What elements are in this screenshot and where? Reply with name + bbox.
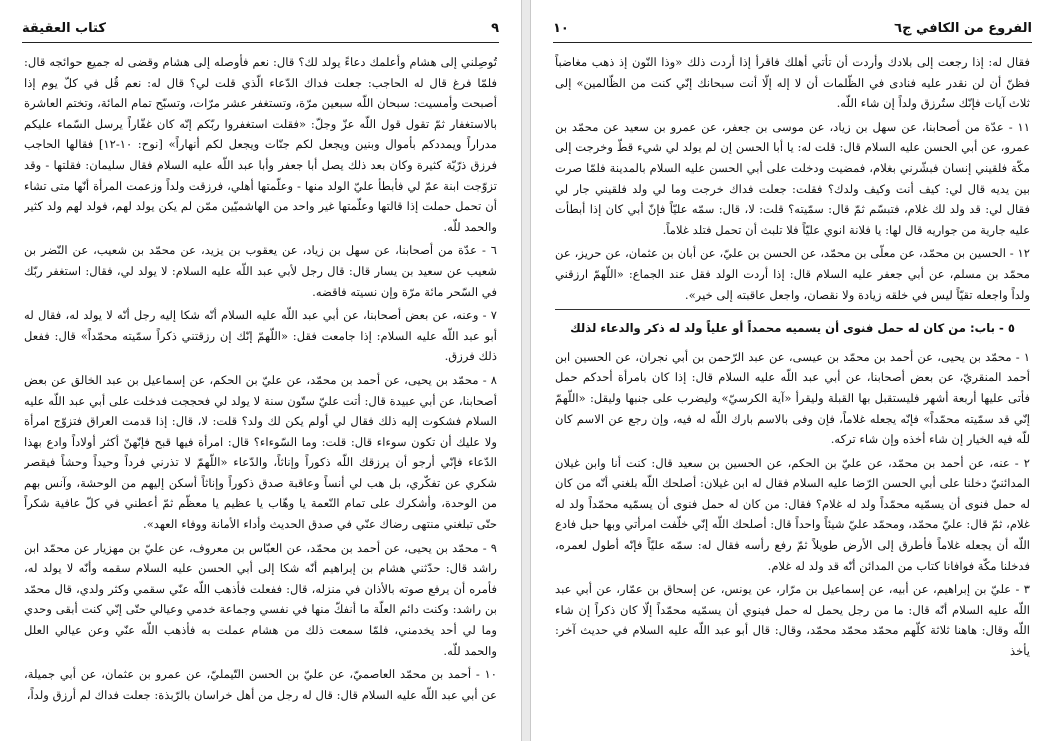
right-page	[530, 0, 1054, 741]
right-page-number: ١٠	[553, 20, 569, 36]
left-page-number: ٩	[491, 20, 499, 36]
paragraph: ١٢ - الحسين بن محمّد، عن معلّى بن محمّد، عن الحسن بن عليّ، عن أبان بن عثمان، عن حريز، عن محمّد بن مسلم، عن أبي جعفر عليه السلام قال: إذا أردت الولد فقل عند الجماع: «اللّهمّ ارزقني ولداً واجعله تقيّاً ليس في خلقه زيادة ولا نقصان، واجعل عاقبته إلى خير».	[555, 243, 1030, 310]
paragraph: ١ - محمّد بن يحيى، عن أحمد بن محمّد بن عيسى، عن عبد الرّحمن بن أبي نجران، عن الحسين ابن أحمد المنقريّ، عن بعض أصحابنا، عن أبي عبد اللّه عليه السلام قال: إذا كان بامرأة أحدكم حمل فأتى عليها أربعة أشهر فليستقبل بها القبلة وليقرأ «آية الكرسيّ» وليضرب على جنبها وليقل: «اللّهمّ إنّي قد سمّيته محمّداً» فإنّه يجعله غلاماً، فإن وفى بالاسم بارك اللّه له فيه، وإن رجع عن الاسم كان للّه فيه الخيار إن شاء أخذه وإن شاء تركه.	[555, 349, 1030, 447]
left-page-header	[22, 16, 499, 40]
paragraph: ٩ - محمّد بن يحيى، عن أحمد بن محمّد، عن العبّاس بن معروف، عن عليّ بن مهزيار عن محمّد ابن راشد قال: حدّثني هشام بن إبراهيم أنّه شكا إلى أبي الحسن عليه السلام سقمه وأنّه لا يولد له، فأمره أن يرفع صوته بالأذان في منزله، قال: ففعلت فأذهب اللّه عنّي سقمي وكثر ولدي، قال محمّد بن راشد: وكنت دائم العلّة ما أنفكّ منها في نفسي وجماعة خدمي وعيالي حتّى إنّي كنت أبقى وحدي وما لي أحد يخدمني، فلمّا سمعت ذلك من هشام عملت به فأذهب اللّه عنّي وعن عيالي العلل والحمد للّه.	[24, 540, 497, 658]
paragraph: ١١ - عدّة من أصحابنا، عن سهل بن زياد، عن موسى بن جعفر، عن عمرو بن سعيد عن محمّد بن عمرو، عن أبي الحسن عليه السلام قال: قلت له: يا أبا الحسن إن لم يولد لي شيء قطّ وخرجت إلى مكّة فلقيني إنسان فبشّرني بغلام، فمضيت ودخلت على أبي الحسن عليه السلام بالمدينة فلمّا صرت بين يديه قال لي: كيف أنت وكيف ولدك؟ فقلت: جعلت فداك خرجت وما لي ولد فلقيني جار لي فقال لي: قد ولد لك غلام، فتبسّم ثمّ قال: سمّيته؟ قلت: لا، قال: سمّه عليّاً فإنّ أبي كان إذا أبطأت عليه جارية من جواريه قال لها: يا فلانة انوي عليّاً فلا تلبث أن تحمل فتلد غلاماً.	[555, 119, 1030, 237]
right-page-body	[555, 52, 1030, 735]
paragraph: فقال له: إذا رجعت إلى بلادك وأردت أن تأتي أهلك فاقرأ إذا أردت ذلك «وذا النّون إذ ذهب مغاضباً فظنّ أن لن نقدر عليه فنادى في الظّلمات أن لا إله إلّا أنت سبحانك إنّي كنت من الظّالمين» إلى ثلاث آيات فإنّك ستُرزق ولداً إن شاء اللّه.	[555, 55, 1030, 111]
paragraph: تُوصِلني إلى هشام وأعلمك دعاءً يولد لك؟ قال: نعم فأوصله إلى هشام وقضى له جميع حوائجه قال: فلمّا فرغ قال له الحاجب: جعلت فداك الدّعاء الّذي قلت لي؟ قال له: نعم قُل في كلّ يوم إذا أصبحت وأمسيت: سبحان اللّه سبعين مرّة، وتستغفر عشر مرّات، وتسبّح تمام المائة، وتختم العاشرة بالاستغفار ثمّ تقول قول اللّه عزّ وجلّ: «فقلت استغفروا ربّكم إنّه كان غفّاراً يرسل السّماء عليكم مدراراً ويمددكم بأموال وبنين ويجعل لكم جنّات ويجعل لكم أنهاراً» [نوح: ١٠-١٢] فقالها الحاجب فرزق ذرّيّة كثيرة وكان بعد ذلك يصل أبا جعفر وأبا عبد اللّه عليه السلام فقال سليمان: فقلتها - وقد تزوّجت ابنة عمّ لي فأبطأ عليّ الولد منها - وعلّمتها أهلي، فرزقت ولداً وزعمت المرأة أنّها متى تشاء أن تحمل حملت إذا قالتها وعلّمتها غير واحد من الهاشميّين ممّن لم يكن يولد لهم، فولد لهم ولد كثير والحمد للّه.	[24, 55, 497, 234]
right-header-rule	[553, 42, 1032, 43]
paragraph: ٧ - وعنه، عن بعض أصحابنا، عن أبي عبد اللّه عليه السلام أنّه شكا إليه رجل أنّه لا يولد له، فقال له أبو عبد اللّه عليه السلام: إذا جامعت فقل: «اللّهمّ إنّك إن رزقتني ذكراً سمّيته محمّداً» قال: ففعل ذلك فرزق.	[24, 308, 497, 364]
right-running-title: الفروع من الكافي ج٦	[894, 20, 1032, 36]
left-running-title: كتاب العقيقة	[22, 20, 106, 36]
paragraph: ٨ - محمّد بن يحيى، عن أحمد بن محمّد، عن عليّ بن الحكم، عن إسماعيل بن عبد الخالق عن بعض أصحابنا، عن أبي عبيدة قال: أتت عليّ ستّون سنة لا يولد لي فحججت فدخلت على أبي عبد اللّه عليه السلام فشكوت إليه ذلك فقال لي أولم يكن لك ولد؟ قلت: لا، قال: إذا قدمت العراق فتزوّج امرأة ولا عليك أن تكون سوءاء قال: قلت: وما السّوءاء؟ قال: امرأة فيها قبح فإنّهنّ أكثر أولاداً وادع بهذا الدّعاء فإنّي أرجو أن يرزقك اللّه ذكوراً وإناثاً، والدّعاء «اللّهمّ لا تذرني فرداً وحيداً وحشاً فيقصر شكري عن تفكّري، بل هب لي أنساً وعاقبة صدق ذكوراً وإناثاً أسكن إليهم من الوحشة، وآنس بهم من الوحدة، وأشكرك على تمام النّعمة يا وهّاب يا عظيم يا معظّم ثمّ أعطني في كلّ عافية شكراً حتّى تبلغني منتهى رضاك عنّي في صدق الحديث وأداء الأمانة ووفاء العهد».	[24, 372, 497, 532]
paragraph: ١٠ - أحمد بن محمّد العاصميّ، عن عليّ بن الحسن التّيمليّ، عن عمرو بن عثمان، عن أبي جميلة، عن أبي عبد اللّه عليه السلام قال: قال له رجل من أهل خراسان بالرّبذة: جعلت فداك لم أرزق ولداً،	[24, 667, 497, 702]
chapter-heading: ٥ - باب: من كان له حمل فنوى أن يسميه محمداً أو علياً ولد له ذكر والدعاء لذلك	[570, 321, 1015, 336]
paragraph: ٦ - عدّة من أصحابنا، عن سهل بن زياد، عن يعقوب بن يزيد، عن محمّد بن شعيب، عن النّضر بن شعيب عن سعيد بن يسار قال: قال رجل لأبي عبد اللّه عليه السلام: لا يولد لي، فقال: استغفر ربّك في السّحر مائة مرّة وإن نسيته فاقضه.	[24, 243, 497, 299]
paragraph: ٣ - عليّ بن إبراهيم، عن أبيه، عن إسماعيل بن مرّار، عن يونس، عن إسحاق بن عمّار، عن أبي عبد اللّه عليه السلام أنّه قال: ما من رجل يحمل له حمل فينوي أن يسمّيه محمّداً إلّا كان ذكراً إن شاء اللّه وقال: هاهنا ثلاثة كلّهم محمّد محمّد محمّد، وقال: قال أبو عبد اللّه عليه السلام في حديث آخر: يأخذ	[555, 582, 1030, 659]
paragraph: ٢ - عنه، عن أحمد بن محمّد، عن عليّ بن الحكم، عن الحسين بن سعيد قال: كنت أنا وابن غيلان المدائنيّ دخلنا على أبي الحسن الرّضا عليه السلام فقال له ابن غيلان: أصلحك اللّه بلغني أنّه من كان له حمل فنوى أن يسمّيه محمّداً ولد له غلام؟ فقال: من كان له حمل فنوى أن يسمّيه محمّداً ولد له غلام، ثمّ قال: عليّ محمّد، ومحمّد عليّ شيئاً واحداً قال: أصلحك اللّه إنّي خلّفت امرأتي وبها حبل فادع اللّه أن يجعله غلاماً فأطرق إلى الأرض طويلاً ثمّ رفع رأسه فقال له: سمّه عليّاً فإنّه أطول لعمره، فدخلنا مكّة فوافانا كتاب من المدائن أنّه قد ولد له غلام.	[555, 455, 1030, 573]
left-page-body	[24, 52, 497, 735]
left-header-rule	[22, 42, 499, 43]
right-page-header	[553, 16, 1032, 40]
left-page	[0, 0, 522, 741]
